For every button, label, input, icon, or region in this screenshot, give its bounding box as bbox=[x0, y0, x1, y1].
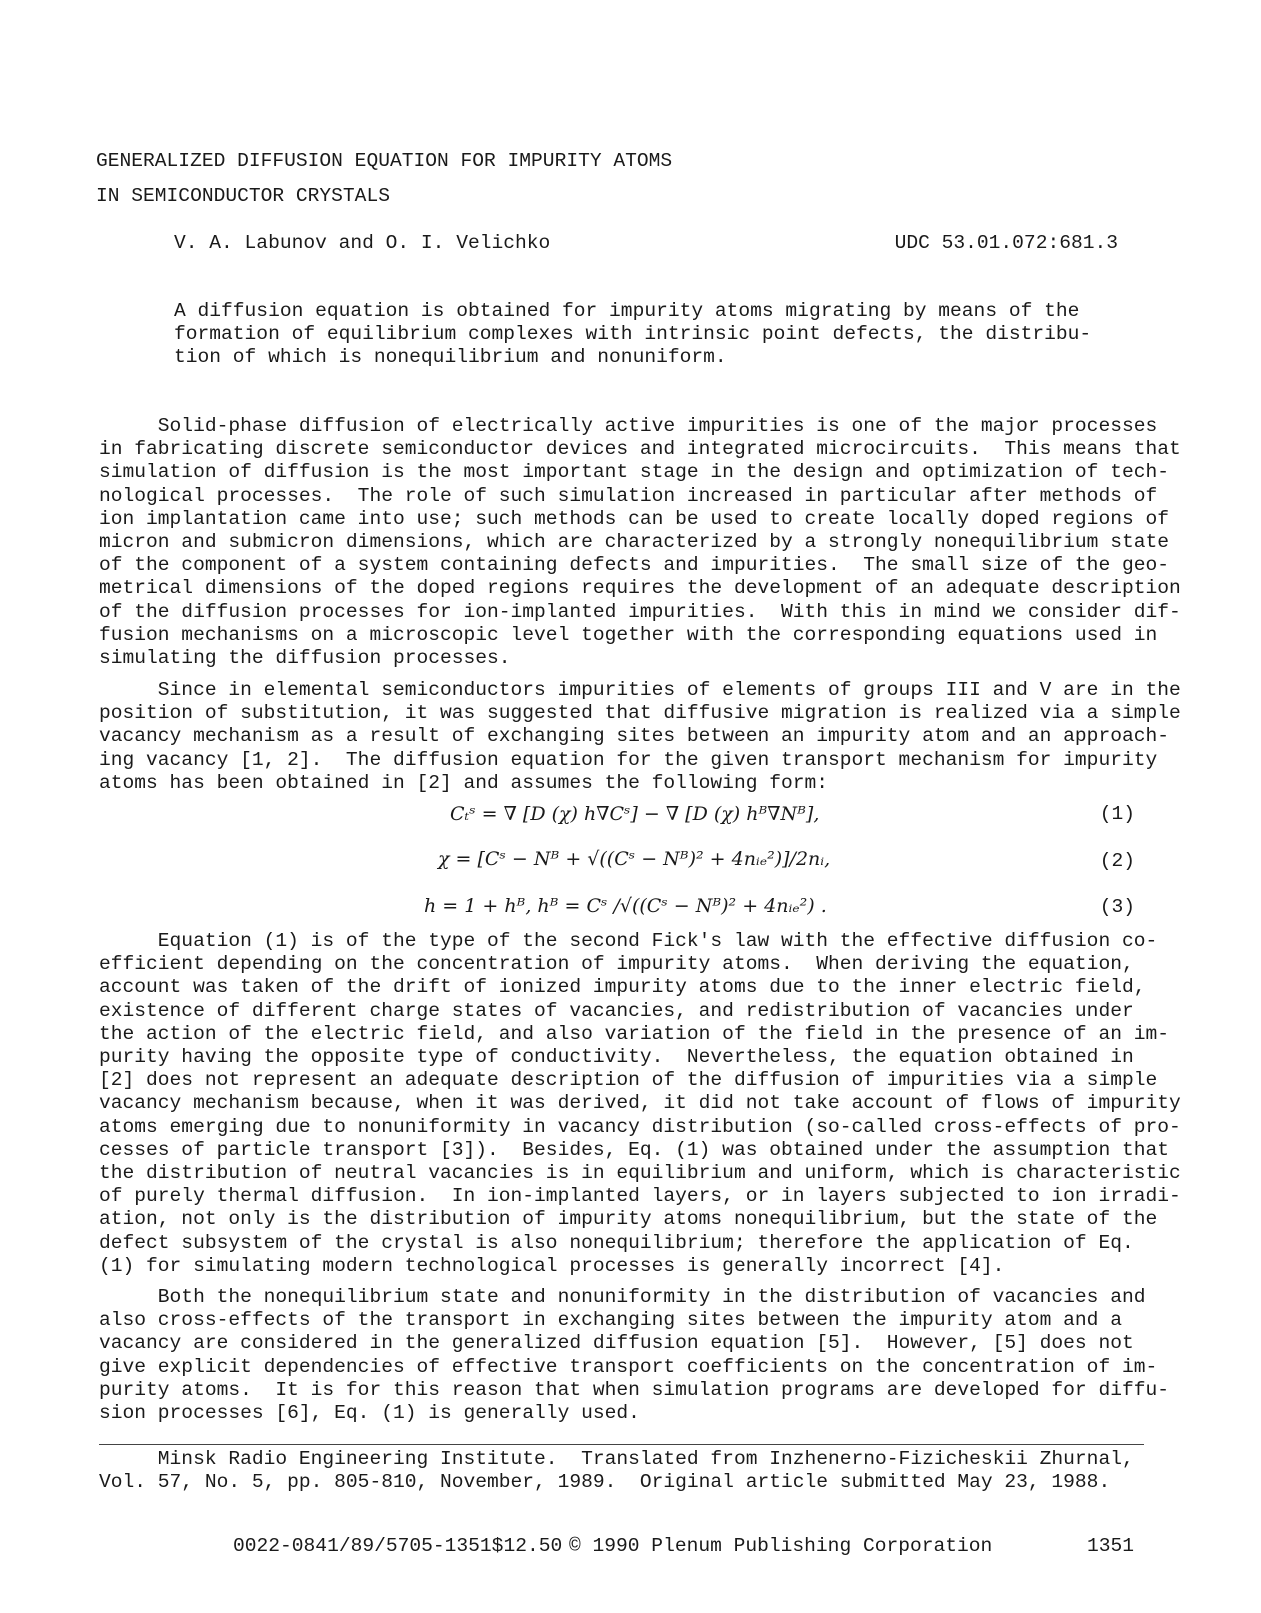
price-code: 0022-0841/89/5705-1351$12.50 bbox=[233, 1535, 563, 1557]
copyright: © 1990 Plenum Publishing Corporation bbox=[569, 1535, 993, 1557]
equation-3-number: (3) bbox=[1099, 896, 1135, 918]
authors: V. A. Labunov and O. I. Velichko bbox=[174, 232, 551, 254]
text-line: ion implantation came into use; such methods can be used to create locally doped regions of bbox=[99, 507, 1169, 530]
footnote-divider bbox=[99, 1444, 1144, 1445]
text-line: cesses of particle transport [3]). Besides, Eq. (1) was obtained under the assumption that bbox=[99, 1138, 1169, 1161]
text-line: in fabricating discrete semiconductor devices and integrated microcircuits. This means that bbox=[99, 438, 1181, 461]
text-line: fusion mechanisms on a microscopic level together with the corresponding equations used in bbox=[99, 623, 1158, 646]
abstract bbox=[174, 300, 1092, 370]
text-line: vacancy mechanism as a result of exchanging sites between an impurity atom and an approach- bbox=[99, 725, 1169, 748]
footnote bbox=[99, 1448, 1144, 1494]
title-line-2: IN SEMICONDUCTOR CRYSTALS bbox=[96, 185, 390, 207]
text-line: also cross-effects of the transport in exchanging sites between the impurity atom and a bbox=[99, 1309, 1122, 1332]
text-line: Solid-phase diffusion of electrically active impurities is one of the major processes bbox=[99, 415, 1158, 437]
text-line: Equation (1) is of the type of the second Fick's law with the effective diffusion co- bbox=[99, 930, 1158, 952]
text-line: ing vacancy [1, 2]. The diffusion equation for the given transport mechanism for impurity bbox=[99, 748, 1158, 771]
abstract-line: formation of equilibrium complexes with intrinsic point defects, the distribu- bbox=[174, 323, 1092, 346]
text-line: metrical dimensions of the doped regions requires the development of an adequate description bbox=[99, 577, 1181, 600]
text-line: [2] does not represent an adequate description of the diffusion of impurities via a simple bbox=[99, 1069, 1158, 1092]
footnote-line: Minsk Radio Engineering Institute. Translated from Inzhenerno-Fizicheskii Zhurnal, bbox=[99, 1448, 1134, 1470]
text-line: of the component of a system containing defects and impurities. The small size of the geo- bbox=[99, 554, 1169, 577]
paragraph-2 bbox=[99, 679, 1181, 795]
text-line: of the diffusion processes for ion-implanted impurities. With this in mind we consider dif- bbox=[99, 600, 1181, 623]
text-line: position of substitution, it was suggested that diffusive migration is realized via a simple bbox=[99, 702, 1181, 725]
abstract-line: A diffusion equation is obtained for impurity atoms migrating by means of the bbox=[174, 300, 1080, 322]
text-line: purity having the opposite type of conductivity. Nevertheless, the equation obtained in bbox=[99, 1046, 1134, 1069]
text-line: defect subsystem of the crystal is also nonequilibrium; therefore the application of Eq. bbox=[99, 1231, 1134, 1254]
text-line: atoms emerging due to nonuniformity in vacancy distribution (so-called cross-effects of pro- bbox=[99, 1115, 1181, 1138]
abstract-line: tion of which is nonequilibrium and nonuniform. bbox=[174, 346, 727, 369]
text-line: simulation of diffusion is the most important stage in the design and optimization of tech- bbox=[99, 461, 1169, 484]
footnote-line: Vol. 57, No. 5, pp. 805-810, November, 1989. Original article submitted May 23, 1988. bbox=[99, 1471, 1111, 1494]
paragraph-1 bbox=[99, 415, 1181, 670]
paragraph-4 bbox=[99, 1286, 1169, 1425]
text-line: of purely thermal diffusion. In ion-implanted layers, or in layers subjected to ion irradi- bbox=[99, 1185, 1181, 1208]
text-line: the action of the electric field, and also variation of the field in the presence of an im- bbox=[99, 1022, 1169, 1045]
text-line: ation, not only is the distribution of impurity atoms nonequilibrium, but the state of the bbox=[99, 1208, 1158, 1231]
text-line: nological processes. The role of such simulation increased in particular after methods of bbox=[99, 484, 1158, 507]
text-line: simulating the diffusion processes. bbox=[99, 647, 511, 670]
title-line-1: GENERALIZED DIFFUSION EQUATION FOR IMPURITY ATOMS bbox=[96, 150, 673, 172]
text-line: purity atoms. It is for this reason that when simulation programs are developed for diffu- bbox=[99, 1378, 1169, 1401]
text-line: vacancy mechanism because, when it was derived, it did not take account of flows of impurity bbox=[99, 1092, 1181, 1115]
text-line: sion processes [6], Eq. (1) is generally used. bbox=[99, 1402, 640, 1425]
text-line: micron and submicron dimensions, which are characterized by a strongly nonequilibrium state bbox=[99, 531, 1169, 554]
udc-code: UDC 53.01.072:681.3 bbox=[894, 232, 1118, 254]
equation-3: h = 1 + hᴮ, hᴮ = Cˢ /√((Cˢ − Nᴮ)² + 4nᵢₑ²) . bbox=[424, 895, 827, 917]
paragraph-3 bbox=[99, 930, 1181, 1278]
equation-2-number: (2) bbox=[1099, 850, 1135, 872]
equation-1-number: (1) bbox=[1099, 803, 1135, 825]
text-line: the distribution of neutral vacancies is in equilibrium and uniform, which is characteristic bbox=[99, 1162, 1181, 1185]
page-number: 1351 bbox=[1086, 1535, 1134, 1557]
text-line: account was taken of the drift of ionized impurity atoms due to the inner electric field, bbox=[99, 976, 1146, 999]
text-line: vacancy are considered in the generalized diffusion equation [5]. However, [5] does not bbox=[99, 1332, 1134, 1355]
equation-1: Cₜˢ = ∇ [D (χ) h∇Cˢ] − ∇ [D (χ) hᴮ∇Nᴮ], bbox=[450, 803, 820, 825]
text-line: existence of different charge states of vacancies, and redistribution of vacancies under bbox=[99, 999, 1134, 1022]
text-line: Both the nonequilibrium state and nonuniformity in the distribution of vacancies and bbox=[99, 1286, 1146, 1308]
equation-2: χ = [Cˢ − Nᴮ + √((Cˢ − Nᴮ)² + 4nᵢₑ²)]/2nᵢ, bbox=[438, 848, 831, 870]
text-line: (1) for simulating modern technological processes is generally incorrect [4]. bbox=[99, 1254, 1005, 1277]
text-line: give explicit dependencies of effective transport coefficients on the concentration of im- bbox=[99, 1355, 1158, 1378]
text-line: atoms has been obtained in [2] and assumes the following form: bbox=[99, 771, 829, 794]
text-line: Since in elemental semiconductors impurities of elements of groups III and V are in the bbox=[99, 679, 1181, 701]
text-line: efficient depending on the concentration of impurity atoms. When deriving the equation, bbox=[99, 953, 1134, 976]
